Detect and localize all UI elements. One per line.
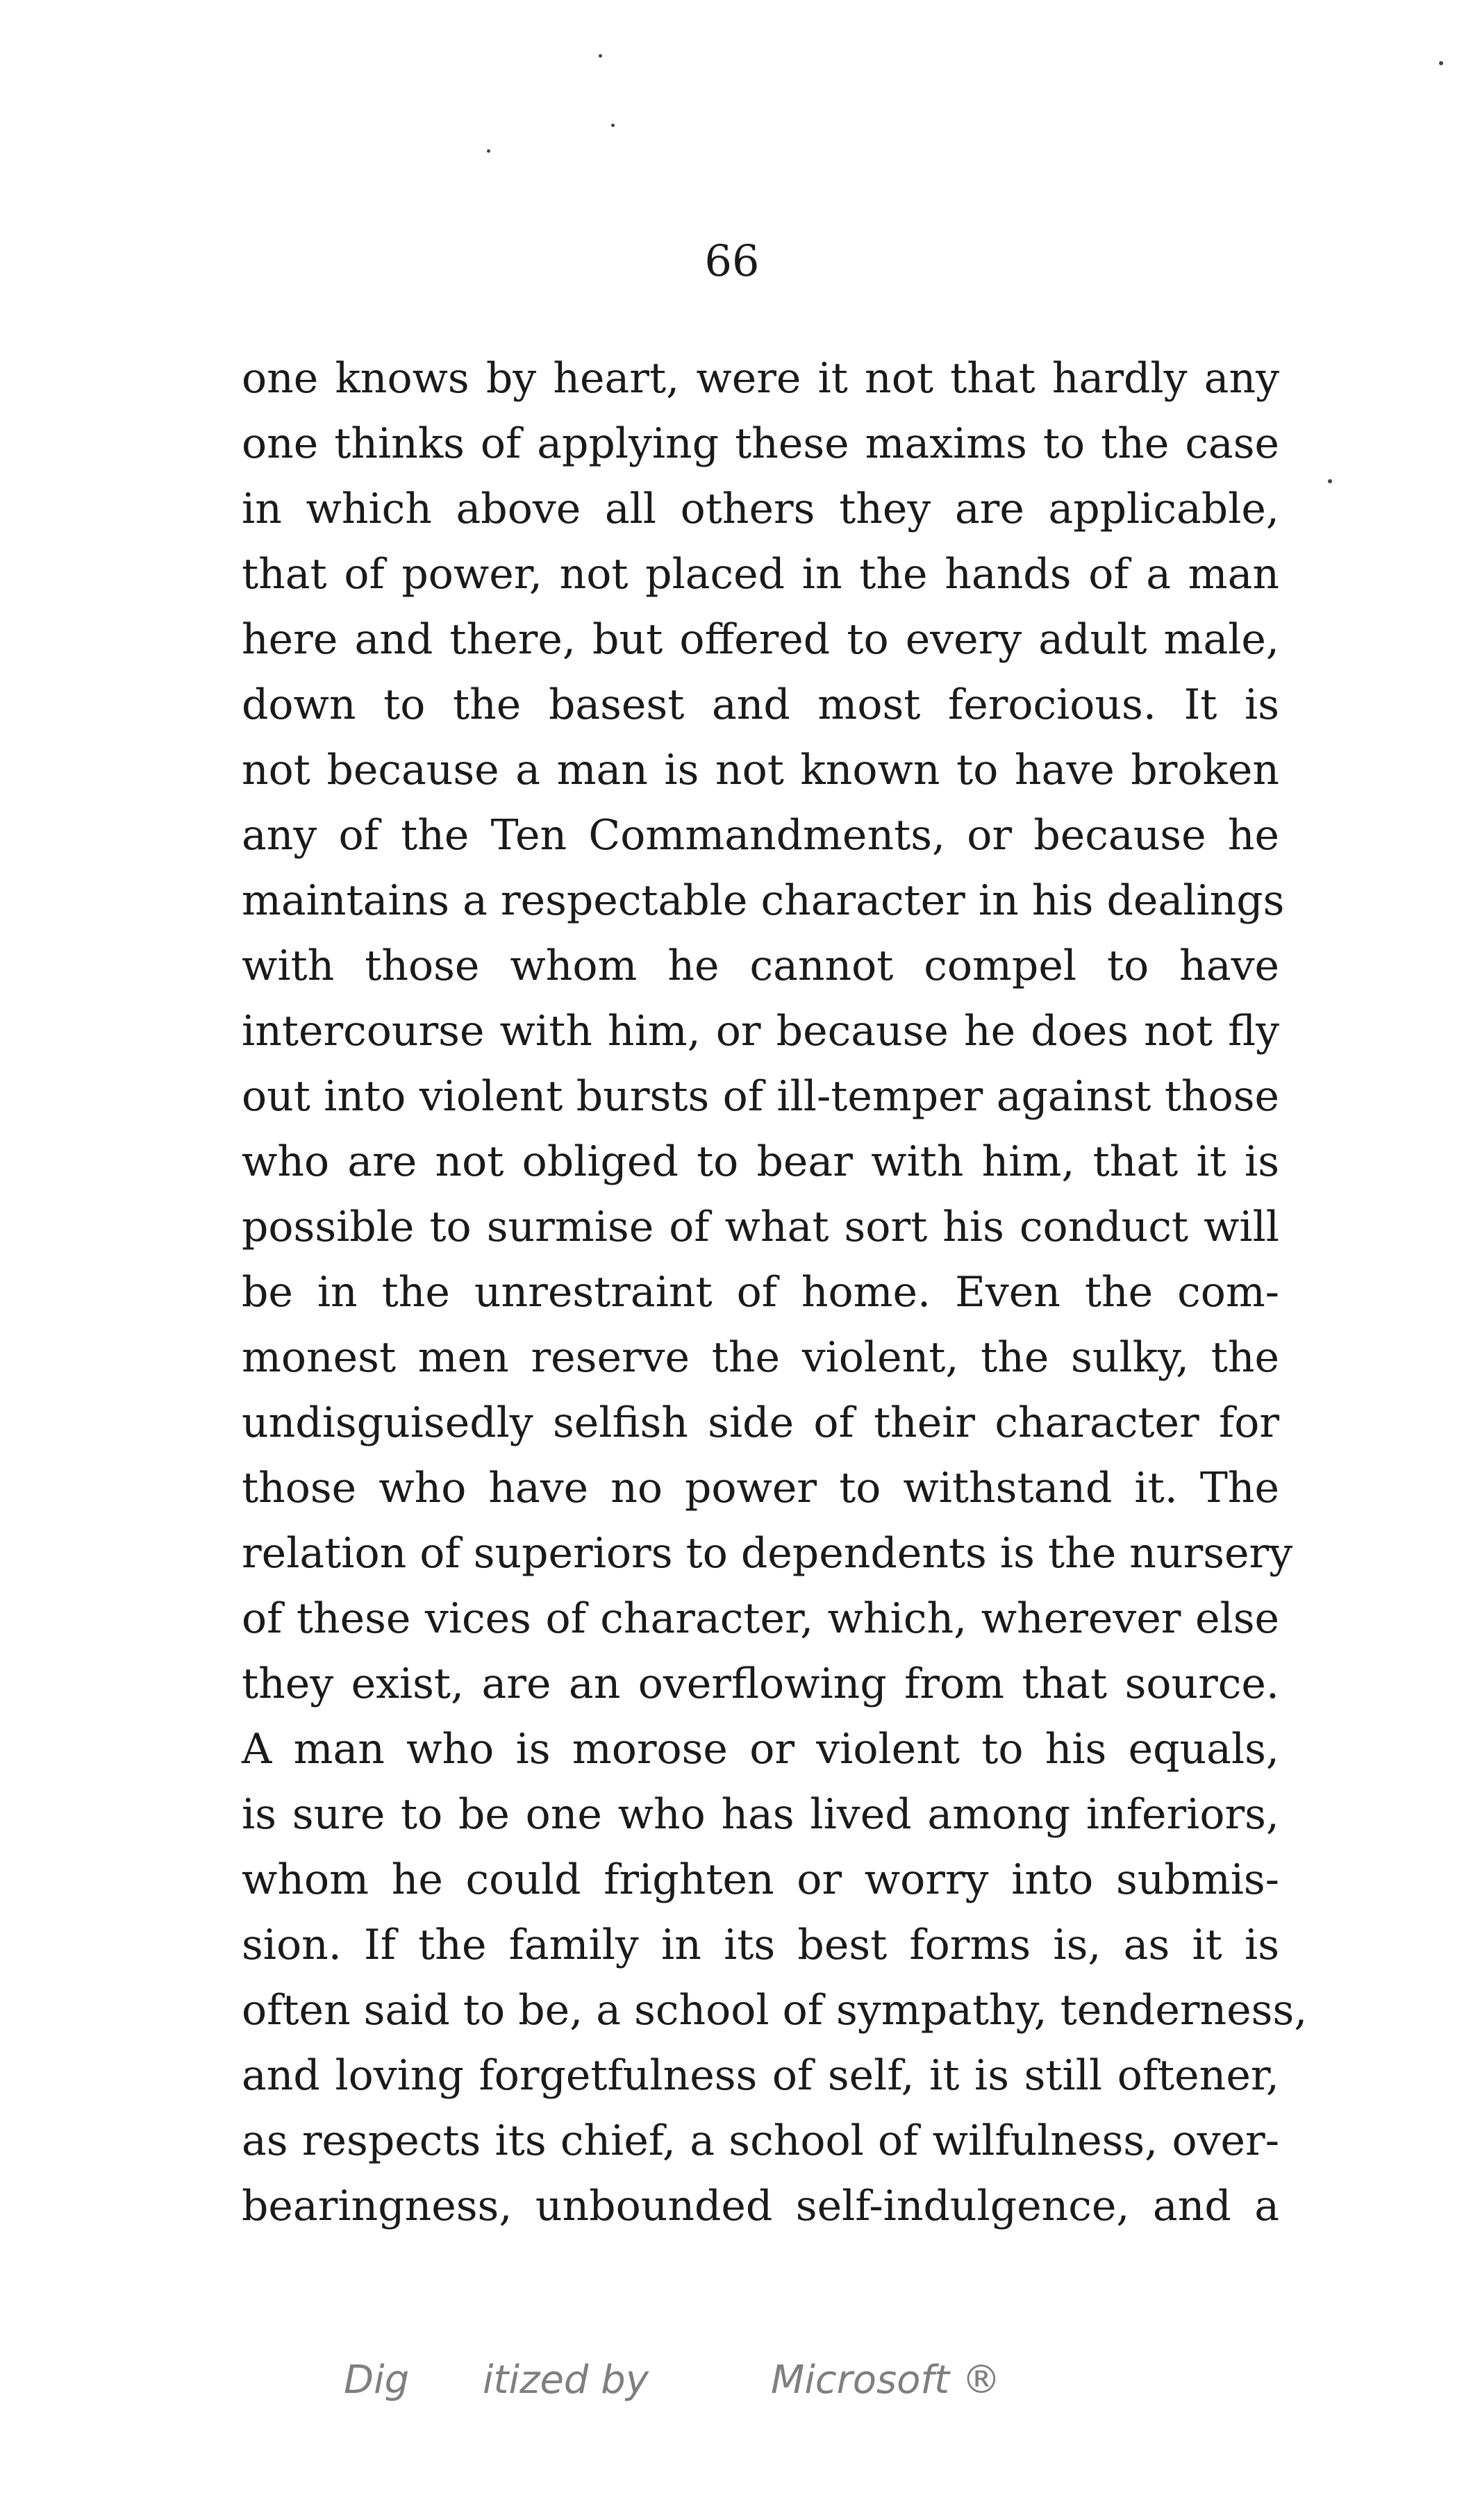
- text-line: maintains a respectable character in his dealings: [242, 876, 1285, 925]
- text-line: as respects its chief, a school of wilfulness, over-: [242, 2117, 1279, 2165]
- print-speck: [1439, 61, 1443, 65]
- text-line: one knows by heart, were it not that hardly any: [242, 354, 1279, 403]
- text-line: bearingness, unbounded self-indulgence, and a: [242, 2182, 1279, 2230]
- text-line: possible to surmise of what sort his conduct will: [242, 1203, 1279, 1251]
- text-line: out into violent bursts of ill-temper against those: [242, 1072, 1279, 1121]
- print-speck: [1328, 479, 1332, 483]
- text-line: those who have no power to withstand it. The: [242, 1464, 1279, 1512]
- text-line: they exist, are an overflowing from that source.: [242, 1660, 1279, 1708]
- text-line: relation of superiors to dependents is the nursery: [242, 1529, 1293, 1578]
- text-line: here and there, but offered to every adult male,: [242, 615, 1279, 664]
- body-text: [242, 346, 1308, 2239]
- text-line: be in the unrestraint of home. Even the com-: [242, 1268, 1279, 1317]
- page-number: 66: [704, 235, 760, 286]
- watermark-right: Microsoft ®: [771, 2358, 1001, 2403]
- text-line: any of the Ten Commandments, or because he: [242, 811, 1279, 860]
- text-line: whom he could frighten or worry into submis-: [242, 1855, 1279, 1904]
- watermark-middle: itized by: [483, 2358, 649, 2403]
- text-line: undisguisedly selfish side of their character for: [242, 1399, 1279, 1447]
- text-line: monest men reserve the violent, the sulky, the: [242, 1333, 1279, 1382]
- print-speck: [611, 124, 615, 127]
- text-line: sion. If the family in its best forms is, as it is: [242, 1921, 1279, 1969]
- text-line: in which above all others they are applicable,: [242, 485, 1279, 533]
- text-line: not because a man is not known to have broken: [242, 746, 1279, 794]
- text-line: that of power, not placed in the hands of a man: [242, 550, 1279, 599]
- text-line: down to the basest and most ferocious. It is: [242, 681, 1279, 729]
- text-line: is sure to be one who has lived among inferiors,: [242, 1790, 1279, 1839]
- text-line: one thinks of applying these maxims to the case: [242, 419, 1279, 468]
- print-speck: [599, 54, 602, 58]
- text-line: of these vices of character, which, wherever else: [242, 1594, 1279, 1643]
- text-line: and loving forgetfulness of self, it is still oftener,: [242, 2051, 1279, 2100]
- print-speck: [487, 149, 490, 153]
- text-line: often said to be, a school of sympathy, tenderness,: [242, 1986, 1308, 2035]
- text-line: with those whom he cannot compel to have: [242, 942, 1279, 990]
- text-line: intercourse with him, or because he does not fly: [242, 1007, 1279, 1055]
- watermark-left: Dig: [344, 2358, 410, 2403]
- text-line: who are not obliged to bear with him, that it is: [242, 1137, 1279, 1186]
- text-line: A man who is morose or violent to his equals,: [242, 1725, 1279, 1774]
